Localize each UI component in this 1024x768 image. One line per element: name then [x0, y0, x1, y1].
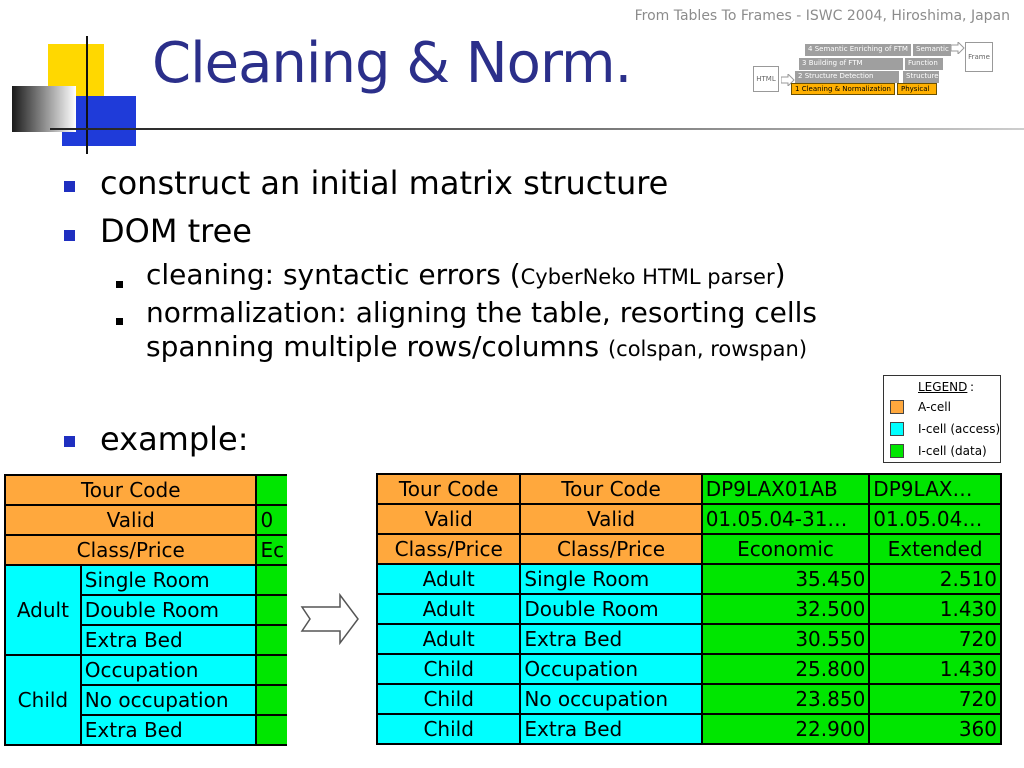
table-cell: 1.430 — [869, 594, 1001, 624]
table-cell: Adult — [377, 624, 520, 654]
transform-arrow-icon — [300, 593, 360, 645]
table-cell: Class/Price — [520, 534, 701, 564]
table-cell: Extra Bed — [520, 624, 701, 654]
table-cell — [256, 655, 287, 685]
table-cell: Extra Bed — [520, 714, 701, 744]
table-cell: 360 — [869, 714, 1001, 744]
table-cell: Adult — [377, 564, 520, 594]
table-cell: Tour Code — [5, 475, 256, 505]
slide-title: Cleaning & Norm. — [152, 31, 632, 96]
source-caption: From Tables To Frames - ISWC 2004, Hiroshima, Japan — [634, 8, 1010, 24]
table-cell: 0 — [256, 505, 287, 535]
sub-bullet-marker — [116, 318, 123, 325]
logo-vertical-line — [86, 36, 88, 154]
table-cell: Economic — [702, 534, 870, 564]
table-row — [377, 594, 1001, 624]
table-cell: Child — [5, 655, 81, 745]
bullet-marker — [64, 181, 75, 192]
original-table — [4, 474, 287, 746]
diagram-step-1: 1 Cleaning & Normalization — [791, 83, 895, 95]
table-cell: Class/Price — [5, 535, 256, 565]
table-cell: Valid — [377, 504, 520, 534]
table-cell: Valid — [520, 504, 701, 534]
table-cell: Valid — [5, 505, 256, 535]
table-cell: 23.850 — [702, 684, 870, 714]
diagram-tag-function: Function — [905, 58, 943, 70]
table-cell: Child — [377, 684, 520, 714]
table-cell: 01.05.04… — [869, 504, 1001, 534]
arrow-right-icon — [951, 42, 965, 54]
table-cell: Double Room — [81, 595, 257, 625]
table-cell: Class/Price — [377, 534, 520, 564]
table-cell: Extended — [869, 534, 1001, 564]
legend-swatch — [890, 444, 904, 458]
table-cell: Tour Code — [377, 474, 520, 504]
logo-gray-square — [12, 86, 76, 132]
table-cell: 32.500 — [702, 594, 870, 624]
table-cell: 01.05.04-31… — [702, 504, 870, 534]
table-cell: 35.450 — [702, 564, 870, 594]
table-cell: 25.800 — [702, 654, 870, 684]
diagram-tag-structure: Structure — [903, 71, 939, 83]
table-cell: Double Room — [520, 594, 701, 624]
bullet-matrix: construct an initial matrix structure — [100, 164, 669, 202]
table-row — [377, 684, 1001, 714]
title-underline — [50, 128, 1024, 130]
table-cell — [256, 595, 287, 625]
table-cell: DP9LAX… — [869, 474, 1001, 504]
diagram-tag-physical: Physical — [897, 83, 937, 95]
legend-swatch — [890, 422, 904, 436]
legend-label: I-cell (access) — [918, 422, 1001, 436]
table-row — [377, 714, 1001, 744]
table-cell: 30.550 — [702, 624, 870, 654]
table-row — [377, 564, 1001, 594]
table-cell: 720 — [869, 624, 1001, 654]
table-cell: 720 — [869, 684, 1001, 714]
sub-bullet-cleaning: cleaning: syntactic errors (CyberNeko HTML parser) — [146, 258, 786, 291]
process-diagram — [745, 36, 1005, 106]
table-cell: Extra Bed — [81, 625, 257, 655]
table-cell — [256, 715, 287, 745]
table-cell: Child — [377, 714, 520, 744]
sub-bullet-marker — [116, 281, 123, 288]
frame-doc-icon: Frame — [965, 42, 993, 72]
normalized-table — [376, 473, 1002, 745]
table-cell — [256, 685, 287, 715]
bullet-dom-tree: DOM tree — [100, 212, 252, 250]
table-cell: Single Room — [81, 565, 257, 595]
legend-title-colon: : — [970, 380, 975, 394]
table-cell — [256, 565, 287, 595]
table-cell: Adult — [5, 565, 81, 655]
legend-box — [883, 375, 1001, 463]
diagram-step-4: 4 Semantic Enriching of FTM — [805, 44, 911, 56]
table-cell: Adult — [377, 594, 520, 624]
bullet-example: example: — [100, 420, 249, 458]
table-cell: Occupation — [81, 655, 257, 685]
legend-title: LEGEND — [918, 380, 968, 394]
table-cell: Ec — [256, 535, 287, 565]
original-table-clip — [2, 472, 287, 768]
diagram-step-2: 2 Structure Detection — [795, 71, 899, 83]
table-cell: No occupation — [81, 685, 257, 715]
legend-label: A-cell — [918, 400, 951, 414]
diagram-tag-semantic: Semantic — [913, 44, 951, 56]
table-cell: Single Room — [520, 564, 701, 594]
table-cell: Child — [377, 654, 520, 684]
bullet-marker — [64, 230, 75, 241]
table-row — [377, 624, 1001, 654]
table-cell: Tour Code — [520, 474, 701, 504]
table-cell: DP9LAX01AB — [702, 474, 870, 504]
legend-label: I-cell (data) — [918, 444, 987, 458]
table-cell: 22.900 — [702, 714, 870, 744]
table-cell: No occupation — [520, 684, 701, 714]
table-cell: 1.430 — [869, 654, 1001, 684]
table-cell: Extra Bed — [81, 715, 257, 745]
table-cell — [256, 475, 287, 505]
bullet-marker — [64, 436, 75, 447]
table-cell — [256, 625, 287, 655]
table-cell: Occupation — [520, 654, 701, 684]
legend-swatch — [890, 400, 904, 414]
diagram-step-3: 3 Building of FTM — [799, 58, 903, 70]
table-row — [377, 654, 1001, 684]
sub-bullet-normalization: normalization: aligning the table, resorting cells spanning multiple rows/columns (colspan, rowspan) — [146, 296, 818, 363]
table-cell: 2.510 — [869, 564, 1001, 594]
html-doc-icon: HTML — [753, 66, 779, 92]
